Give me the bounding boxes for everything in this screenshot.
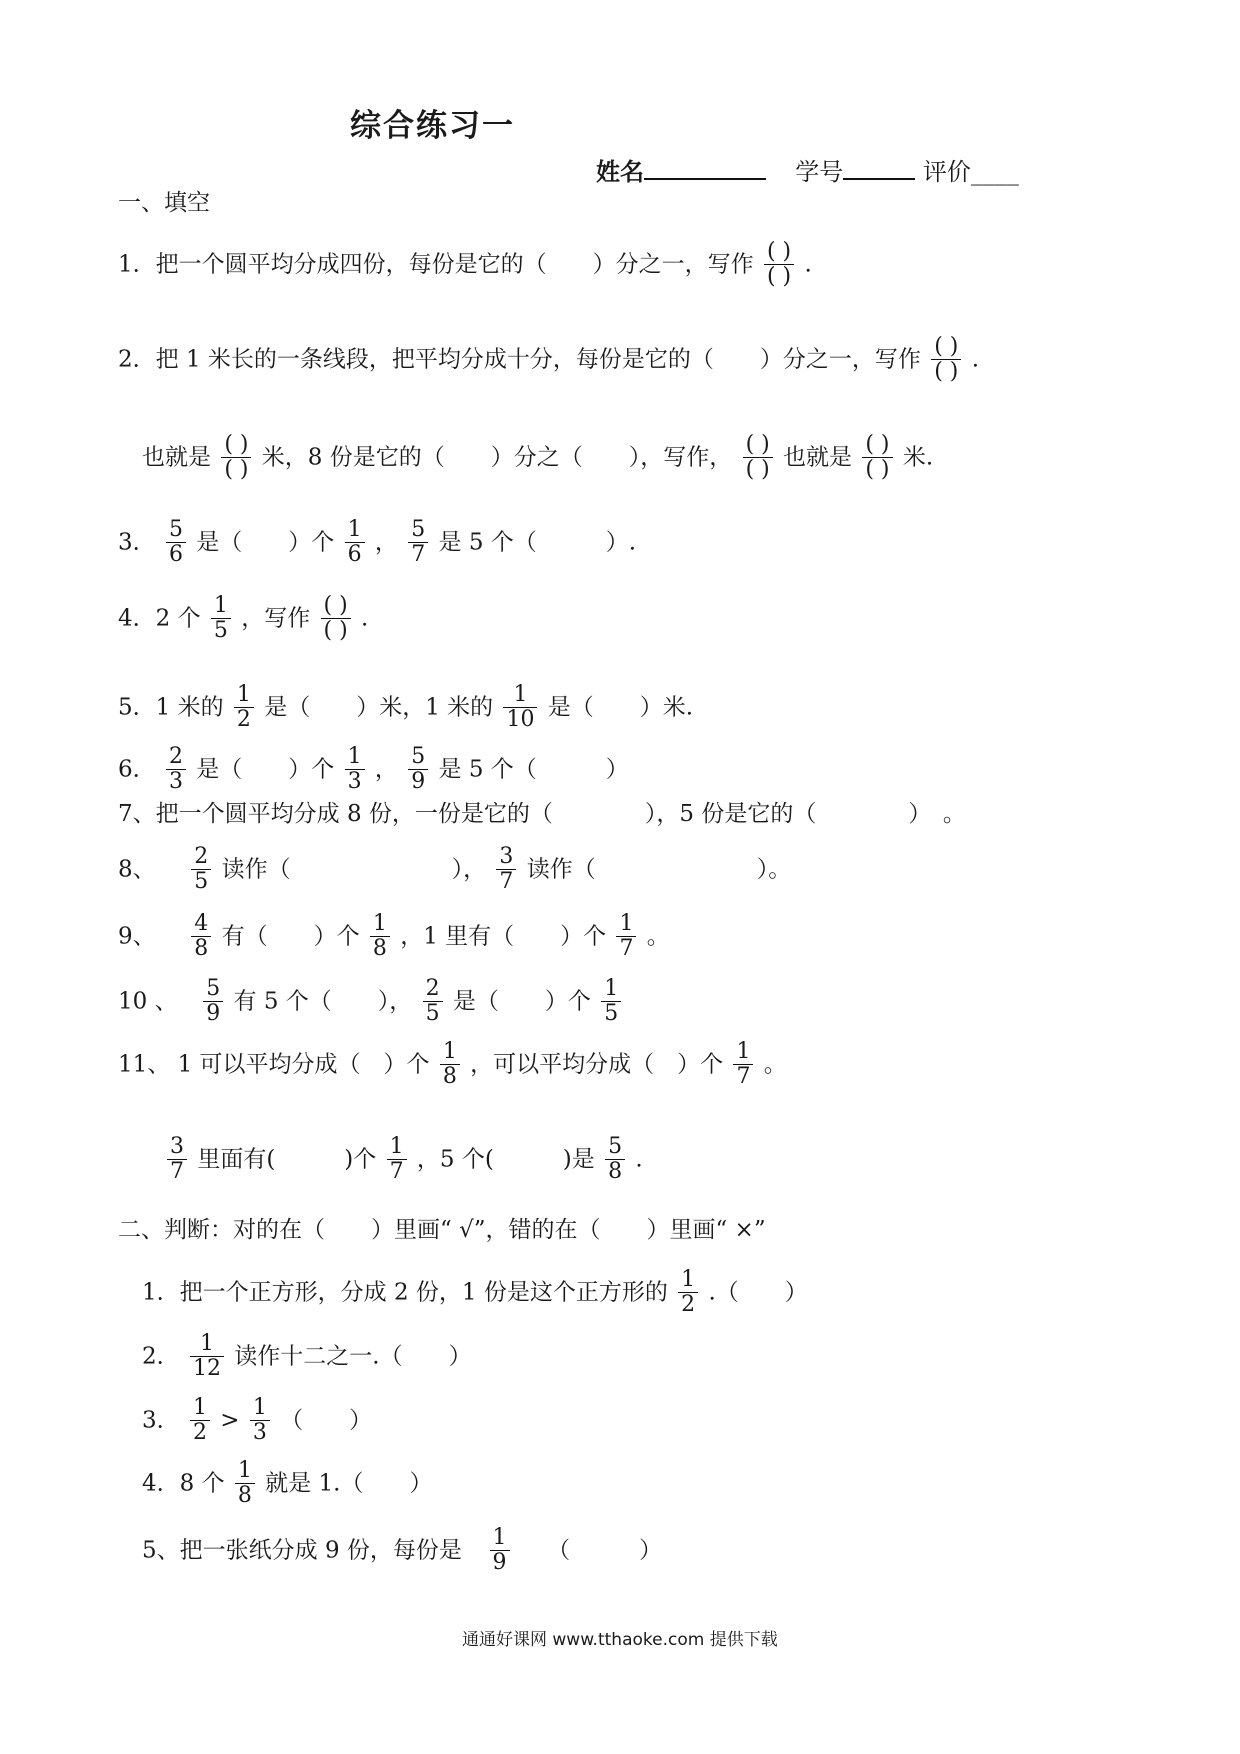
fraction: $\frac{3}{7}$	[496, 845, 516, 894]
fraction-answer[interactable]: $\frac{( )}{( )}$	[743, 433, 773, 482]
section1-heading: 一、填空	[118, 190, 210, 216]
fraction: $\frac{1}{7}$	[733, 1040, 753, 1089]
question-5: 5．1 米的 $\frac{1}{2}$ 是（ ）米，1 米的 $\frac{1}{10}$ 是（ ）米.	[118, 682, 694, 732]
fraction: $\frac{2}{5}$	[191, 845, 211, 894]
judgement-3: 3． $\frac{1}{2}$ > $\frac{1}{3}$ （ ）	[142, 1395, 373, 1445]
question-8: 8、 $\frac{2}{5}$ 读作（ ）， $\frac{3}{7}$ 读作（ ）。	[118, 844, 792, 894]
fraction: $\frac{1}{6}$	[345, 518, 365, 567]
fraction-answer[interactable]: $\frac{( )}{( )}$	[321, 594, 351, 643]
question-11-continued: $\frac{3}{7}$ 里面有( )个 $\frac{1}{7}$ ，5 个( )是 $\frac{5}{8}$ .	[164, 1135, 643, 1181]
fraction-answer[interactable]: $\frac{( )}{( )}$	[764, 240, 794, 289]
fraction: $\frac{3}{7}$	[167, 1135, 187, 1184]
student-id-blank[interactable]	[843, 176, 915, 180]
answer-paren[interactable]: （ ）	[280, 1407, 373, 1434]
fraction: $\frac{4}{8}$	[191, 912, 211, 961]
fraction: $\frac{5}{9}$	[408, 745, 428, 794]
fraction: $\frac{5}{9}$	[203, 977, 223, 1026]
fraction: $\frac{1}{9}$	[490, 1526, 510, 1575]
question-9: 9、 $\frac{4}{8}$ 有（ ）个 $\frac{1}{8}$ ，1 里有（ ）个 $\frac{1}{7}$ 。	[118, 911, 670, 961]
answer-paren[interactable]: 就是 1.（ ）	[265, 1470, 433, 1497]
question-10: 10 、 $\frac{5}{9}$ 有 5 个（ ）， $\frac{2}{5}$ 是（ ）个 $\frac{1}{5}$	[118, 977, 624, 1023]
question-2-continued: 也就是 $\frac{( )}{( )}$ 米，8 份是它的（ ）分之（ ），写作， $\frac{( )}{( )}$ 也就是 $\frac{( )}{( )}$ 米.	[142, 432, 934, 482]
fraction: $\frac{2}{5}$	[423, 977, 443, 1026]
fraction: $\frac{1}{8}$	[440, 1040, 460, 1089]
page-title: 综合练习一	[350, 108, 515, 144]
section2-heading: 二、判断：对的在（ ）里画“ √”，错的在（ ）里画“ ×”	[118, 1217, 766, 1243]
fraction: $\frac{1}{2}$	[190, 1396, 210, 1445]
question-1: 1．把一个圆平均分成四份，每份是它的（ ）分之一，写作 $\frac{( )}{( )}$ .	[118, 239, 812, 289]
judgement-2: 2． $\frac{1}{12}$ 读作十二之一.（ ）	[142, 1331, 472, 1381]
fraction: $\frac{2}{3}$	[166, 745, 186, 794]
fraction: $\frac{1}{7}$	[616, 912, 636, 961]
question-7: 7、把一个圆平均分成 8 份，一份是它的（ ），5 份是它的（ ） 。	[118, 801, 966, 827]
question-4: 4．2 个 $\frac{1}{5}$ ，写作 $\frac{( )}{( )}$ .	[118, 593, 369, 643]
fraction: $\frac{5}{6}$	[166, 518, 186, 567]
fraction: $\frac{1}{2}$	[678, 1268, 698, 1317]
fraction: $\frac{1}{5}$	[601, 977, 621, 1026]
fraction-answer[interactable]: $\frac{( )}{( )}$	[931, 335, 961, 384]
answer-paren[interactable]: .（ ）	[708, 1279, 808, 1306]
fraction-answer[interactable]: $\frac{( )}{( )}$	[862, 433, 892, 482]
question-3: 3． $\frac{5}{6}$ 是（ ）个 $\frac{1}{6}$ ， $\frac{5}{7}$ 是 5 个（ ）.	[118, 517, 637, 567]
student-id-label: 学号	[795, 158, 844, 186]
fraction: $\frac{1}{3}$	[345, 745, 365, 794]
question-2: 2．把 1 米长的一条线段，把平均分成十分，每份是它的（ ）分之一，写作 $\frac{( )}{( )}$ .	[118, 334, 979, 384]
fraction: $\frac{1}{8}$	[235, 1459, 255, 1508]
fraction: $\frac{5}{8}$	[605, 1135, 625, 1184]
fraction: $\frac{1}{5}$	[211, 594, 231, 643]
fraction: $\frac{1}{12}$	[190, 1332, 224, 1381]
judgement-5: 5、把一张纸分成 9 份，每份是 $\frac{1}{9}$ （ ）	[142, 1525, 663, 1575]
judgement-4: 4．8 个 $\frac{1}{8}$ 就是 1.（ ）	[142, 1458, 433, 1508]
grade-blank[interactable]: ____	[970, 158, 1019, 186]
answer-paren[interactable]: 读作十二之一.（ ）	[234, 1343, 472, 1370]
name-label: 姓名	[596, 157, 644, 186]
fraction-answer[interactable]: $\frac{( )}{( )}$	[221, 433, 251, 482]
fraction: $\frac{1}{8}$	[370, 912, 390, 961]
fraction: $\frac{1}{7}$	[387, 1135, 407, 1184]
footer-credit: 通通好课网 www.tthaoke.com 提供下载	[462, 1630, 778, 1650]
fraction: $\frac{1}{2}$	[234, 683, 254, 732]
fraction: $\frac{1}{3}$	[250, 1396, 270, 1445]
judgement-1: 1．把一个正方形，分成 2 份，1 份是这个正方形的 $\frac{1}{2}$ .（ ）	[142, 1267, 808, 1317]
grade-label: 评价	[922, 158, 971, 186]
fraction: $\frac{1}{10}$	[503, 683, 537, 732]
answer-paren[interactable]: （ ）	[547, 1537, 663, 1564]
student-info-header	[596, 152, 1019, 187]
fraction: $\frac{5}{7}$	[408, 518, 428, 567]
question-6: 6． $\frac{2}{3}$ 是（ ）个 $\frac{1}{3}$ ， $\frac{5}{9}$ 是 5 个（ ）	[118, 744, 629, 794]
name-blank[interactable]	[644, 176, 766, 180]
question-11: 11、 1 可以平均分成（ ）个 $\frac{1}{8}$ ，可以平均分成（ ）个 $\frac{1}{7}$ 。	[118, 1039, 787, 1089]
